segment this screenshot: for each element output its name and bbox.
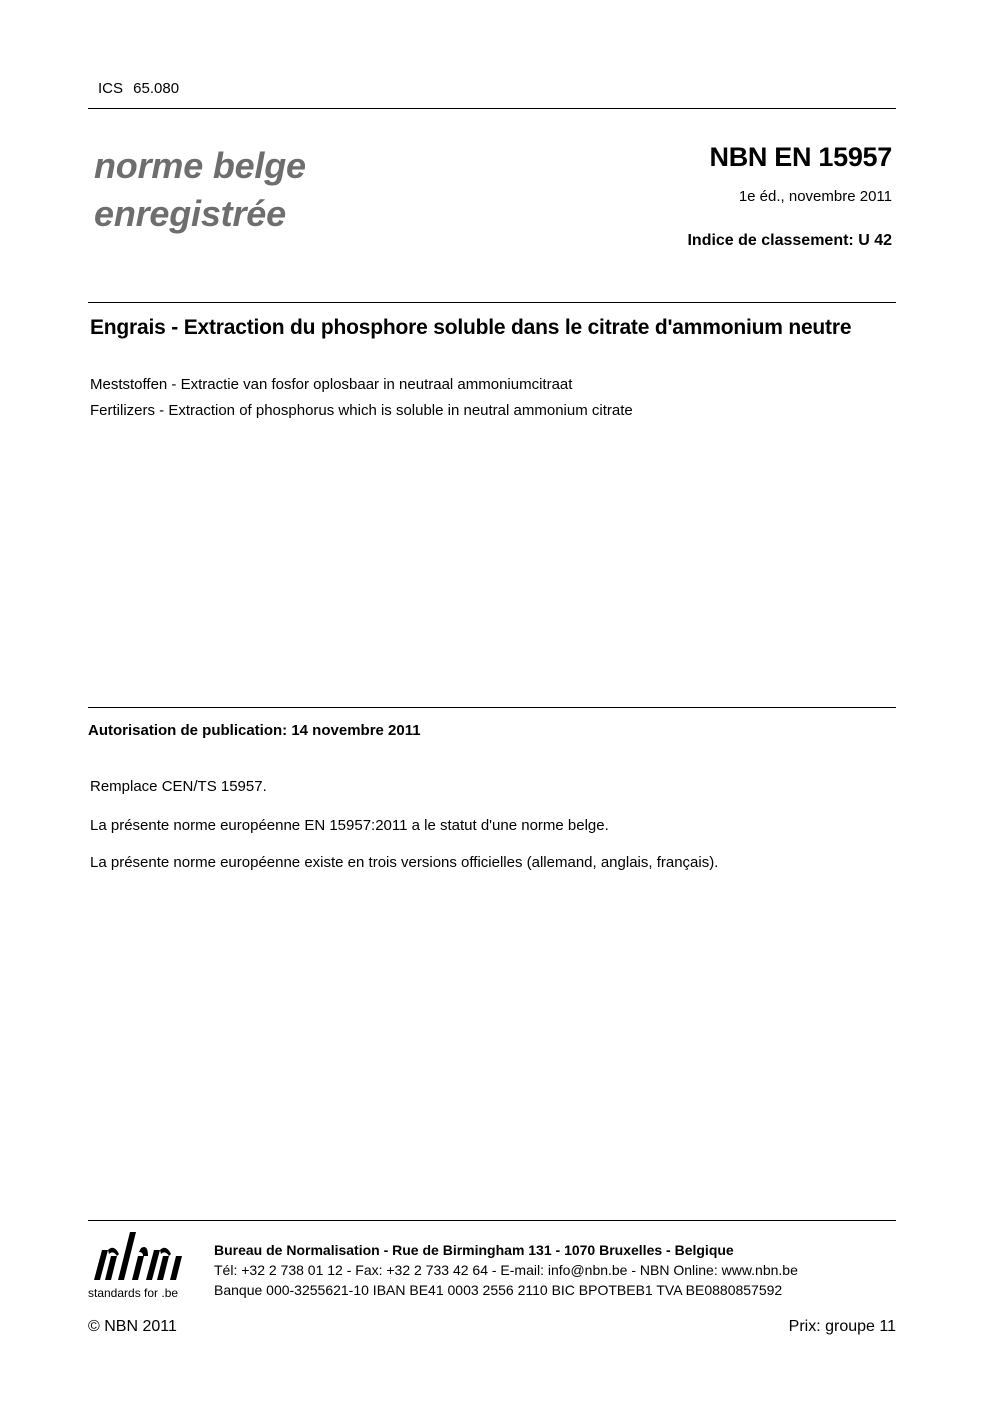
logo-caption: standards for .be (88, 1286, 179, 1300)
publication-divider (88, 707, 896, 708)
footer-address: Bureau de Normalisation - Rue de Birmingham 131 - 1070 Bruxelles - Belgique (214, 1242, 734, 1258)
footer-contact-block (214, 1240, 798, 1300)
footer-contact: Tél: +32 2 738 01 12 - Fax: +32 2 733 42 64 - E-mail: info@nbn.be - NBN Online: www.nbn.be (214, 1262, 798, 1278)
nbn-logo-icon (88, 1226, 200, 1284)
edition-date: 1e éd., novembre 2011 (738, 188, 892, 205)
price-group: Prix: groupe 11 (788, 1318, 896, 1335)
standard-reference-block (687, 140, 892, 251)
norme-label (94, 142, 306, 238)
classification-index: Indice de classement: U 42 (687, 232, 892, 249)
publication-authorisation: Autorisation de publication: 14 novembre 2011 (88, 722, 421, 739)
replaces-note: Remplace CEN/TS 15957. (90, 778, 267, 795)
title-divider (88, 302, 896, 303)
title-dutch: Meststoffen - Extractie van fosfor oplosbaar in neutraal ammoniumcitraat (90, 376, 573, 393)
status-note: La présente norme européenne EN 15957:2011 a le statut d'une norme belge. (90, 817, 609, 834)
title-french: Engrais - Extraction du phosphore soluble dans le citrate d'ammonium neutre (90, 316, 852, 339)
copyright: © NBN 2011 (88, 1318, 177, 1335)
versions-note: La présente norme européenne existe en trois versions officielles (allemand, anglais, français). (90, 854, 719, 871)
ics-code: ICS 65.080 (98, 80, 180, 97)
standard-number: NBN EN 15957 (709, 142, 892, 172)
top-divider (88, 108, 896, 109)
footer-divider (88, 1220, 896, 1221)
nbn-logo (88, 1226, 200, 1306)
norme-label-line2: enregistrée (94, 193, 286, 234)
title-english: Fertilizers - Extraction of phosphorus which is soluble in neutral ammonium citrate (90, 402, 633, 419)
norme-label-line1: norme belge (94, 145, 306, 186)
footer-bank: Banque 000-3255621-10 IBAN BE41 0003 2556 2110 BIC BPOTBEB1 TVA BE0880857592 (214, 1282, 783, 1298)
